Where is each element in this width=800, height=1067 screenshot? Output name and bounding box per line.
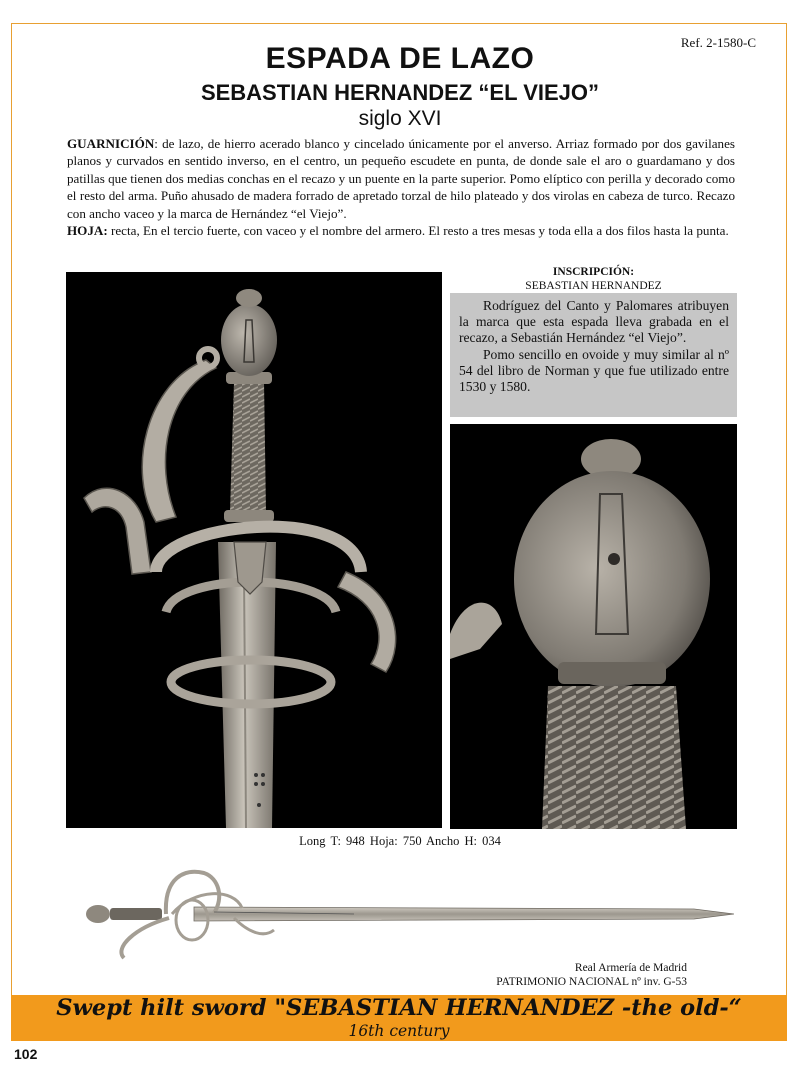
english-century: 16th century bbox=[348, 1022, 450, 1040]
hilt-illustration bbox=[66, 272, 442, 828]
pommel-photo bbox=[450, 424, 737, 829]
note-paragraph-1: Rodríguez del Canto y Palomares atribuyen la marca que esta espada lleva grabada en el recazo, a Sebastián Hernández “el Viejo”. bbox=[459, 298, 729, 346]
century-label: siglo XVI bbox=[358, 107, 442, 130]
page-number: 102 bbox=[14, 1046, 38, 1062]
pommel-illustration bbox=[450, 424, 737, 829]
collection-line-1: Real Armería de Madrid bbox=[574, 962, 687, 974]
collection-line-2: PATRIMONIO NACIONAL nº inv. G-53 bbox=[496, 975, 687, 988]
note-paragraph-2: Pomo sencillo en ovoide y muy similar al nº 54 del libro de Norman y que fue utilizado entre 1530 y 1580. bbox=[459, 346, 729, 395]
page-subtitle: SEBASTIAN HERNANDEZ “EL VIEJO” bbox=[200, 80, 600, 105]
inscription-heading: INSCRIPCIÓN: bbox=[552, 266, 635, 278]
attribution-note bbox=[450, 293, 737, 417]
guarnicion-label: GUARNICIÓN bbox=[67, 136, 155, 151]
collection-credit bbox=[496, 962, 687, 989]
hilt-photo bbox=[66, 272, 442, 828]
english-title-band bbox=[11, 995, 787, 1041]
dimensions: Long T: 948 Hoja: 750 Ancho H: 034 bbox=[299, 834, 501, 848]
page-title: ESPADA DE LAZO bbox=[265, 42, 535, 75]
english-title: Swept hilt sword "SEBASTIAN HERNANDEZ -the old-“ bbox=[56, 995, 742, 1021]
inscription bbox=[450, 265, 737, 293]
hoja-label: HOJA: bbox=[67, 223, 108, 239]
reference-number: Ref. 2-1580-C bbox=[680, 35, 756, 50]
full-sword-illustration bbox=[74, 858, 734, 962]
description bbox=[67, 135, 735, 239]
guarnicion-text: : de lazo, de hierro acerado blanco y cincelado únicamente por el anverso. Arriaz formado por dos gavilanes planos y curvados en sentido inverso, en el centro, un pequeño escudete en punta, de donde sale el aro o guardamano y dos patillas que tienen dos medias conchas en el recazo y un puente en la parte superior. Pomo elíptico con perilla y decorado como el resto del arma. Puño ahusado de madera forrado de apretado torzal de hilo plateado y dos virolas en cabeza de turco. Recazo con ancho vaceo y la marca de Hernández “el Viejo”. bbox=[67, 136, 735, 221]
inscription-text: SEBASTIAN HERNANDEZ bbox=[525, 280, 662, 292]
hoja-text: recta, En el tercio fuerte, con vaceo y el nombre del armero. El resto a tres mesas y toda ella a dos filos hasta la punta. bbox=[107, 223, 729, 239]
